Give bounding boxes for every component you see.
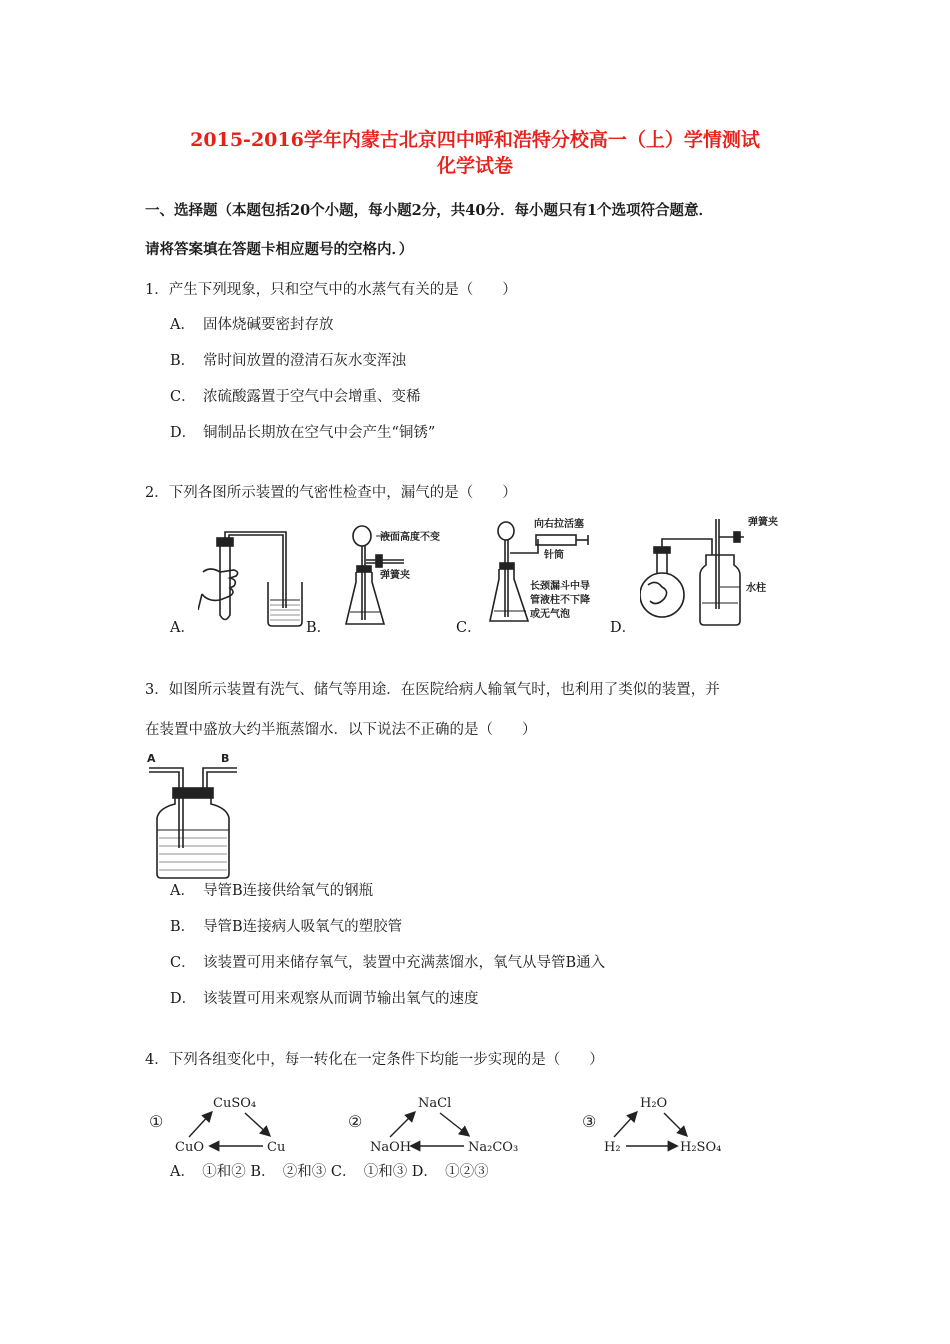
question-2-label-b[interactable]: B．: [306, 620, 332, 636]
apparatus-b-figure: [340, 520, 460, 632]
group-2-left: NaOH: [370, 1140, 412, 1155]
fig-d-label-water-column: 水柱: [746, 583, 766, 594]
question-3-option-a[interactable]: [170, 881, 373, 901]
question-3-option-c[interactable]: [170, 953, 605, 973]
group-3-number: ③: [582, 1112, 597, 1131]
option-label: B．: [170, 353, 196, 369]
tube-a-label: A: [147, 752, 156, 765]
transformation-group-1: [145, 1085, 305, 1165]
option-text: 常时间放置的澄清石灰水变浑浊: [203, 353, 406, 369]
group-2-right: Na₂CO₃: [468, 1140, 519, 1155]
exam-title-line1: 2015-2016学年内蒙古北京四中呼和浩特分校高一（上）学情测试: [190, 129, 760, 151]
fig-c-label-note1: 长颈漏斗中导: [530, 581, 590, 592]
fig-c-label-note2: 管液柱不下降: [530, 595, 590, 606]
fig-b-label-level: 液面高度不变: [380, 532, 440, 543]
question-1-option-c[interactable]: [170, 387, 421, 407]
apparatus-c-figure: [484, 515, 624, 635]
question-4-stem: 4．下列各组变化中，每一转化在一定条件下均能一步实现的是（ ）: [145, 1052, 604, 1068]
fig-d-label-clamp: 弹簧夹: [748, 517, 778, 528]
exam-title-line2: 化学试卷: [436, 155, 513, 177]
apparatus-d-figure: [640, 515, 780, 633]
option-label: C．: [170, 955, 196, 971]
question-2-label-a[interactable]: A．: [170, 620, 195, 636]
group-1-number: ①: [149, 1112, 164, 1131]
apparatus-a-figure: [198, 520, 308, 630]
question-2-stem: 2．下列各图所示装置的气密性检查中，漏气的是（ ）: [145, 485, 517, 501]
option-label: C．: [170, 389, 196, 405]
question-3-stem-line1: 3．如图所示装置有洗气、储气等用途．在医院给病人输氧气时，也利用了类似的装置，并: [145, 682, 720, 698]
fig-b-label-clamp: 弹簧夹: [380, 570, 410, 581]
option-text: 浓硫酸露置于空气中会增重、变稀: [203, 389, 421, 405]
group-2-top: NaCl: [418, 1096, 452, 1111]
option-label: A．: [170, 883, 195, 899]
question-4-answer-options[interactable]: A． ①和② B． ②和③ C． ①和③ D． ①②③: [170, 1164, 489, 1180]
question-2-label-d[interactable]: D．: [610, 620, 637, 636]
fig-c-label-plunger: 向右拉活塞: [534, 519, 584, 530]
fig-c-label-note3: 或无气泡: [530, 609, 570, 620]
group-1-top: CuSO₄: [213, 1096, 257, 1111]
option-label: D．: [170, 425, 197, 441]
group-3-top: H₂O: [640, 1096, 668, 1111]
question-1-stem: 1．产生下列现象，只和空气中的水蒸气有关的是（ ）: [145, 282, 517, 298]
fig-c-label-syringe: 针筒: [544, 550, 564, 561]
group-3-right: H₂SO₄: [680, 1140, 722, 1155]
option-text: 固体烧碱要密封存放: [203, 317, 334, 333]
transformation-group-3: [578, 1085, 738, 1165]
question-3-option-b[interactable]: [170, 917, 402, 937]
question-3-option-d[interactable]: [170, 989, 479, 1009]
section-header-line2: 请将答案填在答题卡相应题号的空格内．）: [145, 241, 414, 258]
question-3-stem-line2: 在装置中盛放大约半瓶蒸馏水．以下说法不正确的是（ ）: [145, 722, 537, 738]
option-label: B．: [170, 919, 196, 935]
option-text: 铜制品长期放在空气中会产生“铜锈”: [203, 425, 436, 441]
option-label: A．: [170, 317, 195, 333]
transformation-group-2: [344, 1085, 534, 1165]
group-1-right: Cu: [267, 1140, 286, 1155]
option-label: D．: [170, 991, 197, 1007]
question-1-option-d[interactable]: [170, 423, 435, 443]
gas-washing-bottle-figure: [145, 752, 245, 882]
group-2-number: ②: [348, 1112, 363, 1131]
group-1-left: CuO: [175, 1140, 204, 1155]
group-3-left: H₂: [604, 1140, 621, 1155]
option-text: 导管B连接病人吸氧气的塑胶管: [203, 919, 403, 935]
section-header-line1: 一、选择题（本题包括20个小题，每小题2分，共40分．每小题只有1个选项符合题意．: [145, 202, 714, 219]
tube-b-label: B: [221, 752, 230, 765]
option-text: 该装置可用来储存氧气，装置中充满蒸馏水，氧气从导管B通入: [203, 955, 606, 971]
question-2-label-c[interactable]: C．: [456, 620, 482, 636]
question-1-option-b[interactable]: [170, 351, 406, 371]
option-text: 该装置可用来观察从而调节输出氧气的速度: [203, 991, 479, 1007]
question-1-option-a[interactable]: [170, 315, 334, 335]
option-text: 导管B连接供给氧气的钢瓶: [203, 883, 374, 899]
